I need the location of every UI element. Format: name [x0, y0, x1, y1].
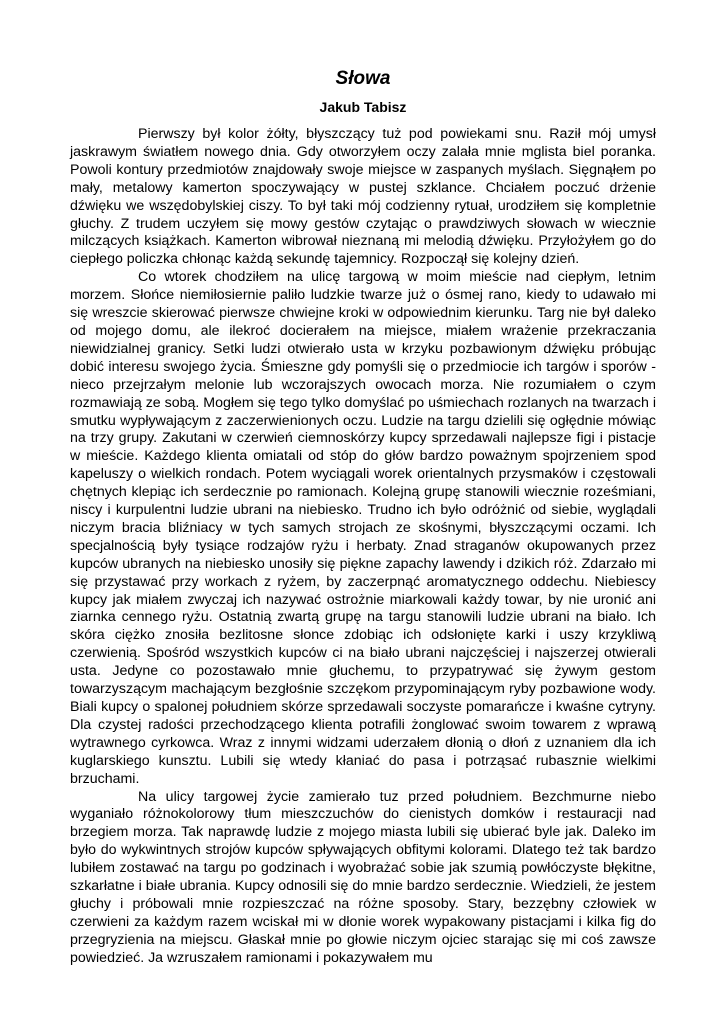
paragraph: Na ulicy targowej życie zamierało tuz przed południem. Bezchmurne niebo wyganiało różnokolorowy tłum mieszczuchów do cienistych domków i restauracji nad brzegiem morza. Tak naprawdę ludzie z mojego miasta lubili się ubierać byle jak. Daleko im było do wykwintnych strojów kupców spływających obfitymi kolorami. Dlatego też tak bardzo lubiłem zostawać na targu po godzinach i wyobrażać sobie jak szumią powłóczyste błękitne, szkarłatne i białe ubrania. Kupcy odnosili się do mnie bardzo serdecznie. Wiedzieli, że jestem głuchy i próbowali mnie rozpieszczać na różne sposoby. Stary, bezzębny człowiek w czerwieni za każdym razem wciskał mi w dłonie worek wypakowany pistacjami i kilka fig do przegryzienia na miejscu. Głaskał mnie po głowie niczym ojciec starając się mi coś zawsze powiedzieć. Ja wzruszałem ramionami i pokazywałem mu: [70, 788, 656, 966]
document-title: Słowa: [335, 68, 391, 89]
document-author: Jakub Tabisz: [319, 99, 407, 115]
paragraph: Pierwszy był kolor żółty, błyszczący tuż pod powiekami snu. Raził mój umysł jaskrawym światłem nowego dnia. Gdy otworzyłem oczy zalała mnie mglista biel poranka. Powoli kontury przedmiotów znajdowały swoje miejsce w zaspanych myślach. Sięgnąłem po mały, metalowy kamerton spoczywający w pustej szklance. Chciałem poczuć drżenie dźwięku we wszędobylskiej ciszy. To był taki mój codzienny rytuał, urodziłem się kompletnie głuchy. Z trudem uczyłem się mowy gestów czytając o prawdziwych słowach w wiecznie milczących książkach. Kamerton wibrował nieznaną mi melodią dźwięku. Przyłożyłem go do ciepłego policzka chłonąc każdą sekundę tajemnicy. Rozpoczął się kolejny dzień.: [70, 126, 656, 268]
paragraph: Co wtorek chodziłem na ulicę targową w moim mieście nad ciepłym, letnim morzem. Słońce niemiłosiernie paliło ludzkie twarze już o ósmej rano, kiedy to udawało mi się wreszcie skierować pierwsze chwiejne kroki w odpowiednim kierunku. Targ nie był daleko od mojego domu, ale ilekroć docierałem na miejsce, miałem wrażenie przekraczania niewidzialnej granicy. Setki ludzi otwierało usta w krzyku pozbawionym dźwięku próbując dobić interesu swojego życia. Śmieszne gdy pomyśli się o przedmiocie ich targów i sporów - nieco przejrzałym melonie lub wczorajszych owocach morza. Nie rozumiałem o czym rozmawiają ze sobą. Mogłem się tego tylko domyślać po uśmiechach rozlanych na twarzach i smutku wypływającym z zaczerwienionych oczu. Ludzie na targu dzielili się ogłędnie mówiąc na trzy grupy. Zakutani w czerwień ciemnoskórzy kupcy sprzedawali najlepsze figi i pistacje w mieście. Każdego klienta omiatali od stóp do głów bardzo poważnym spojrzeniem spod kapeluszy o wielkich rondach. Potem wyciągali worek orientalnych przysmaków i częstowali chętnych klepiąc ich serdecznie po ramionach. Kolejną grupę stanowili wiecznie roześmiani, niscy i kurpulentni ludzie ubrani na niebiesko. Trudno ich było odróżnić od siebie, wyglądali niczym bracia bliźniacy w tych samych strojach ze skośnymi, błyszczącymi oczami. Ich specjalnością były tysiące rodzajów ryżu i herbaty. Znad straganów okupowanych przez kupców ubranych na niebiesko unosiły się piękne zapachy lawendy i dzikich róż. Zdarzało mi się przystawać przy workach z ryżem, by zaczerpnąć aromatycznego oddechu. Niebiescy kupcy jak miałem zwyczaj ich nazywać ostrożnie miarkowali każdy towar, by nie uronić ani ziarnka cennego ryżu. Ostatnią zwartą grupę na targu stanowili ludzie ubrani na biało. Ich skóra ciężko znosiła bezlitosne słonce zdobiąc ich odsłonięte karki i uszy krzykliwą czerwienią. Spośród wszystkich kupców ci na biało ubrani najczęściej i najszerzej otwierali usta. Jedyne co pozostawało mnie głuchemu, to przypatrywać się żywym gestom towarzyszącym machającym bezgłośnie szczękom przypominającym ryby pozbawione wody. Biali kupcy o spalonej południem skórze sprzedawali soczyste pomarańcze i kwaśne cytryny. Dla czystej radości przechodzącego klienta potrafili żonglować swoim towarem z wprawą wytrawnego cyrkowca. Wraz z innymi widzami uderzałem dłonią o dłoń z uznaniem dla ich kuglarskiego kunsztu. Lubili się wtedy kłaniać do pasa i potrząsać rubasznie wielkimi brzuchami.: [70, 269, 656, 787]
document-page: [70, 64, 656, 968]
